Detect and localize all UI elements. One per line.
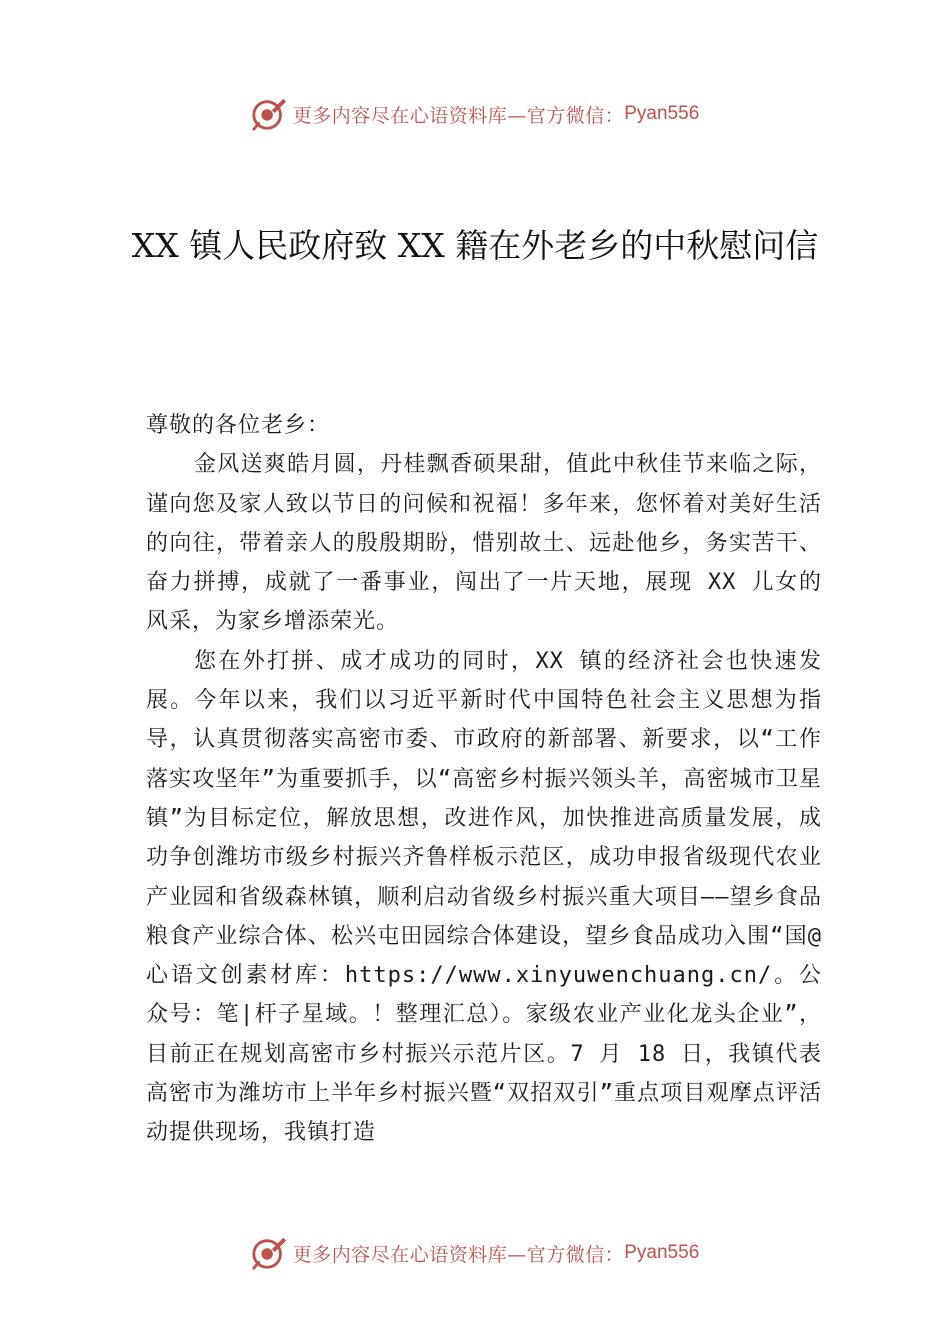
pen-nib-logo-icon <box>251 95 289 133</box>
paragraph-1: 金风送爽皓月圆，丹桂飘香硕果甜，值此中秋佳节来临之际，谨向您及家人致以节日的问候和祝福！多年来，您怀着对美好生活的向往，带着亲人的殷殷期盼，惜别故土、远赴他乡，务实苦干、奋力拼搏，成就了一番事业，闯出了一片天地，展现 XX 儿女的风采，为家乡增添荣光。 <box>146 452 822 635</box>
watermark-header <box>0 94 950 134</box>
salutation: 尊敬的各位老乡： <box>146 413 331 438</box>
document-title: XX 镇人民政府致 XX 籍在外老乡的中秋慰问信 <box>131 226 819 265</box>
watermark-wechat-id: Pyan556 <box>624 1242 700 1263</box>
paragraph-2: 您在外打拼、成才成功的同时，XX 镇的经济社会也快速发展。今年以来，我们以习近平新时代中国特色社会主义思想为指导，认真贯彻落实高密市委、市政府的新部署、新要求，以“工作落实攻坚年”为重要抓手，以“高密乡村振兴领头羊，高密城市卫星镇”为目标定位，解放思想，改进作风，加快推进高质量发展，成功争创潍坊市级乡村振兴齐鲁样板示范区，成功申报省级现代农业产业园和省级森林镇，顺利启动省级乡村振兴重大项目——望乡食品粮食产业综合体、松兴屯田园综合体建设，望乡食品成功入围“国@心语文创素材库：https://www.xinyuwenchuang.cn/。公众号：笔|杆子星域。！整理汇总）。家级农业产业化龙头企业”，目前正在规划高密市乡村振兴示范片区。7 月 18 日，我镇代表高密市为潍坊市上半年乡村振兴暨“双招双引”重点项目观摩点评活动提供现场，我镇打造 <box>146 648 822 1146</box>
watermark-footer <box>0 1233 950 1273</box>
watermark-wechat-id: Pyan556 <box>624 103 700 124</box>
watermark-text: 更多内容尽在心语资料库—官方微信： <box>292 1243 625 1266</box>
letter-body <box>146 406 822 1153</box>
watermark-text: 更多内容尽在心语资料库—官方微信： <box>292 104 625 127</box>
pen-nib-logo-icon <box>251 1234 289 1272</box>
